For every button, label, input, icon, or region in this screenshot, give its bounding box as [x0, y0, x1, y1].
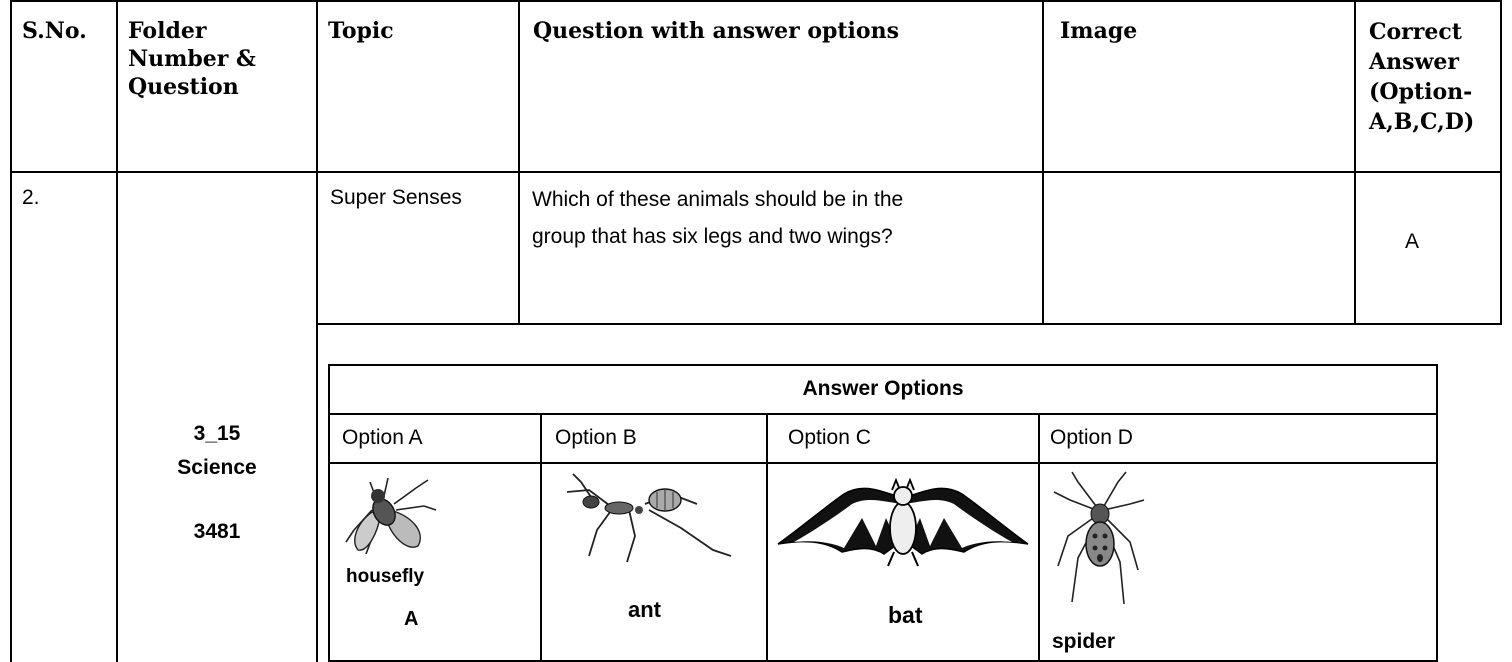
row-folder-number: 3_15 — [193, 422, 241, 445]
options-divider-ab — [540, 413, 542, 662]
housefly-tag: A — [404, 608, 419, 630]
options-label-divider — [328, 462, 1438, 464]
header-correct-line: A,B,C,D) — [1369, 109, 1475, 135]
header-correct-line: Answer — [1369, 49, 1459, 75]
option-b-label: Option B — [555, 426, 637, 449]
header-folder-line: Question — [128, 74, 239, 100]
row-question — [532, 181, 903, 255]
col-divider-1 — [116, 0, 118, 662]
header-correct-line: Correct — [1369, 19, 1462, 45]
col-divider-4 — [1042, 0, 1044, 325]
option-a-label: Option A — [342, 426, 423, 449]
options-border-left — [328, 364, 330, 662]
option-d-label: Option D — [1050, 426, 1133, 449]
question-row-divider — [316, 323, 1502, 325]
table-border-left — [10, 0, 12, 662]
col-divider-5 — [1354, 0, 1356, 325]
options-border-top — [328, 364, 1438, 366]
options-divider-bc — [766, 413, 768, 662]
header-question: Question with answer options — [533, 18, 899, 44]
table-border-top — [10, 0, 1502, 2]
option-c-label: Option C — [788, 426, 871, 449]
options-divider-cd — [1038, 413, 1040, 662]
spider-icon — [1044, 470, 1154, 620]
header-image: Image — [1060, 18, 1138, 44]
row-question-id: 3481 — [193, 520, 241, 543]
answer-options-title: Answer Options — [802, 377, 964, 400]
table-border-right — [1500, 0, 1502, 325]
header-folder-line: Number & — [128, 46, 256, 72]
row-question-line: group that has six legs and two wings? — [532, 225, 893, 248]
col-divider-2 — [316, 0, 318, 662]
header-row-divider — [10, 171, 1502, 173]
row-question-line: Which of these animals should be in the — [532, 188, 904, 211]
spider-caption: spider — [1052, 630, 1116, 653]
row-correct-answer: A — [1405, 230, 1420, 253]
header-folder — [128, 17, 256, 101]
header-folder-line: Folder — [128, 18, 207, 44]
housefly-caption: housefly — [346, 566, 425, 587]
options-border-right — [1436, 364, 1438, 662]
header-sno: S.No. — [22, 18, 87, 44]
row-sno: 2. — [22, 186, 40, 209]
options-title-divider — [328, 413, 1438, 415]
bat-icon — [772, 474, 1034, 594]
ant-caption: ant — [628, 597, 661, 622]
header-correct-line: (Option- — [1369, 79, 1473, 105]
housefly-icon — [332, 470, 442, 562]
header-topic: Topic — [328, 18, 394, 44]
ant-icon — [553, 470, 753, 570]
col-divider-3 — [518, 0, 520, 325]
bat-caption: bat — [888, 602, 923, 628]
header-correct-answer — [1369, 17, 1474, 137]
row-topic: Super Senses — [330, 186, 462, 209]
row-folder-subject: Science — [177, 456, 257, 479]
